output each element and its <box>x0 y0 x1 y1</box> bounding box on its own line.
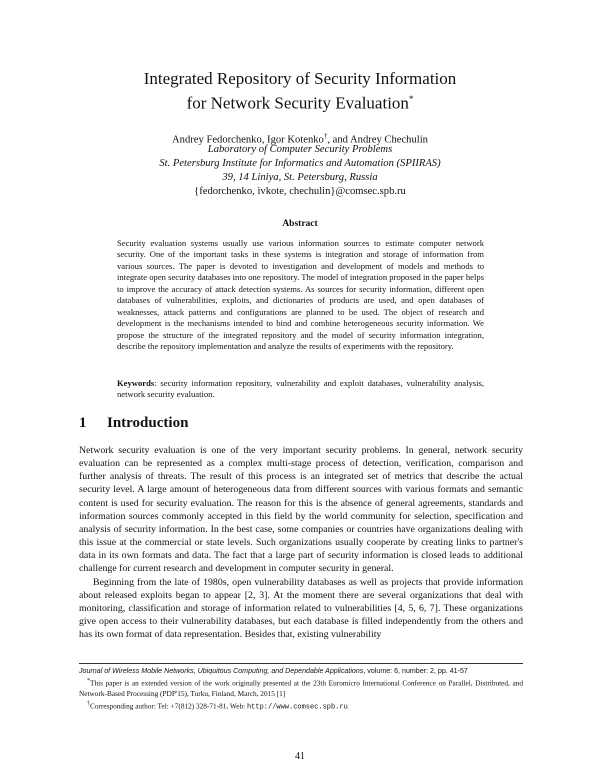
section-title: Introduction <box>107 415 189 431</box>
paper-title <box>0 68 600 114</box>
keywords-label: Keywords <box>117 378 155 388</box>
keywords <box>117 378 484 401</box>
affiliation-lab: Laboratory of Computer Security Problems <box>207 144 393 155</box>
body-paragraph-2: Beginning from the late of 1980s, open vulnerability databases as well as projects that provide information about released exploits began to appear [2, 3]. At the moment there are several organizations that deal with monitoring, classification and storage of information related to vulnerabilities [4, 5, 6, 7]. These organizations give open access to their vulnerability databases, but each database is filled independently from the others and has its own format of data representation. Besides that, existing vulnerability <box>79 576 523 641</box>
body-paragraph-1: Network security evaluation is one of the very important security problems. In general, network security evaluation can be represented as a complex multi-stage process of detection, verification, comparison and further analysis of threats. The result of this process is an integrated set of metrics that describe the actual security level. A large amount of heterogeneous data from different sources with various formats and semantic content is used for security evaluation. The reason for this is the absence of general agreements, standards and information sources commonly accepted in this field by the world community for selection, specification and analysis of security information. In the best case, some companies or countries have organizations dealing with this issue at the commercial or state levels. Such organizations usually cooperate by creating links to partner's data in its own formats and data. The fact that a large part of security information is closed leads to additional challenge for current research and development in computer security in general. <box>79 445 523 575</box>
footnote-extended-version: *This paper is an extended version of the work originally presented at the 23th Euromicro International Conference on Parallel, Distributed, and Network-Based Processing (PDP'15), Turku, Finland, March, 2015 [1] <box>79 678 523 698</box>
journal-citation: Journal of Wireless Mobile Networks, Ubiquitous Computing, and Dependable Applications, volume: 6, number: 2, pp. 41-57 <box>79 667 468 675</box>
abstract-heading: Abstract <box>282 219 318 229</box>
abstract-text: Security evaluation systems usually use various information sources to estimate computer network security. One of the important tasks in these systems is integration and storage of information from various sources. The paper is devoted to investigation and development of models and methods to integrate open security databases into one repository. The model of integration proposed in the paper helps to improve the accuracy of attack detection systems. As sources for security information, different open databases of vulnerabilities, exploits, and dictionaries of products are used, and open databases of weaknesses, attack patterns and configurations are planned to be used. The object of research and development is the mechanisms intended to bind and combine heterogeneous security information. We propose the structure of the integrated repository and the model of security information integration, describe the repository implementation and analyze the results of experiments with the repository. <box>117 238 484 352</box>
footnote-rule <box>79 663 523 664</box>
title-footnote-marker: * <box>408 94 414 104</box>
web-link[interactable]: http://www.comsec.spb.ru <box>246 703 348 712</box>
footnotes <box>79 666 523 713</box>
author-emails: {fedorchenko, ivkote, chechulin}@comsec.spb.ru <box>194 186 406 197</box>
body-text <box>79 444 523 641</box>
page-number: 41 <box>295 751 305 762</box>
section-number: 1 <box>79 415 87 431</box>
keywords-text: : security information repository, vulnerability and exploit databases, vulnerability analysis, network security evaluation. <box>117 378 484 400</box>
author-list: Andrey Fedorchenko, Igor Kotenko†, and Andrey Chechulin <box>172 132 428 146</box>
affiliation-address: 39, 14 Liniya, St. Petersburg, Russia <box>222 172 378 183</box>
title-line-2: for Network Security Evaluation* <box>186 93 414 113</box>
footnote-corresponding-author: †Corresponding author: Tel: +7(812) 328-71-81, Web: http://www.comsec.spb.ru <box>87 701 348 712</box>
corresponding-marker: † <box>323 132 328 140</box>
section-heading <box>79 415 188 432</box>
affiliation-institute: St. Petersburg Institute for Informatics and Automation (SPIIRAS) <box>159 158 441 169</box>
title-line-1: Integrated Repository of Security Information <box>143 69 457 88</box>
